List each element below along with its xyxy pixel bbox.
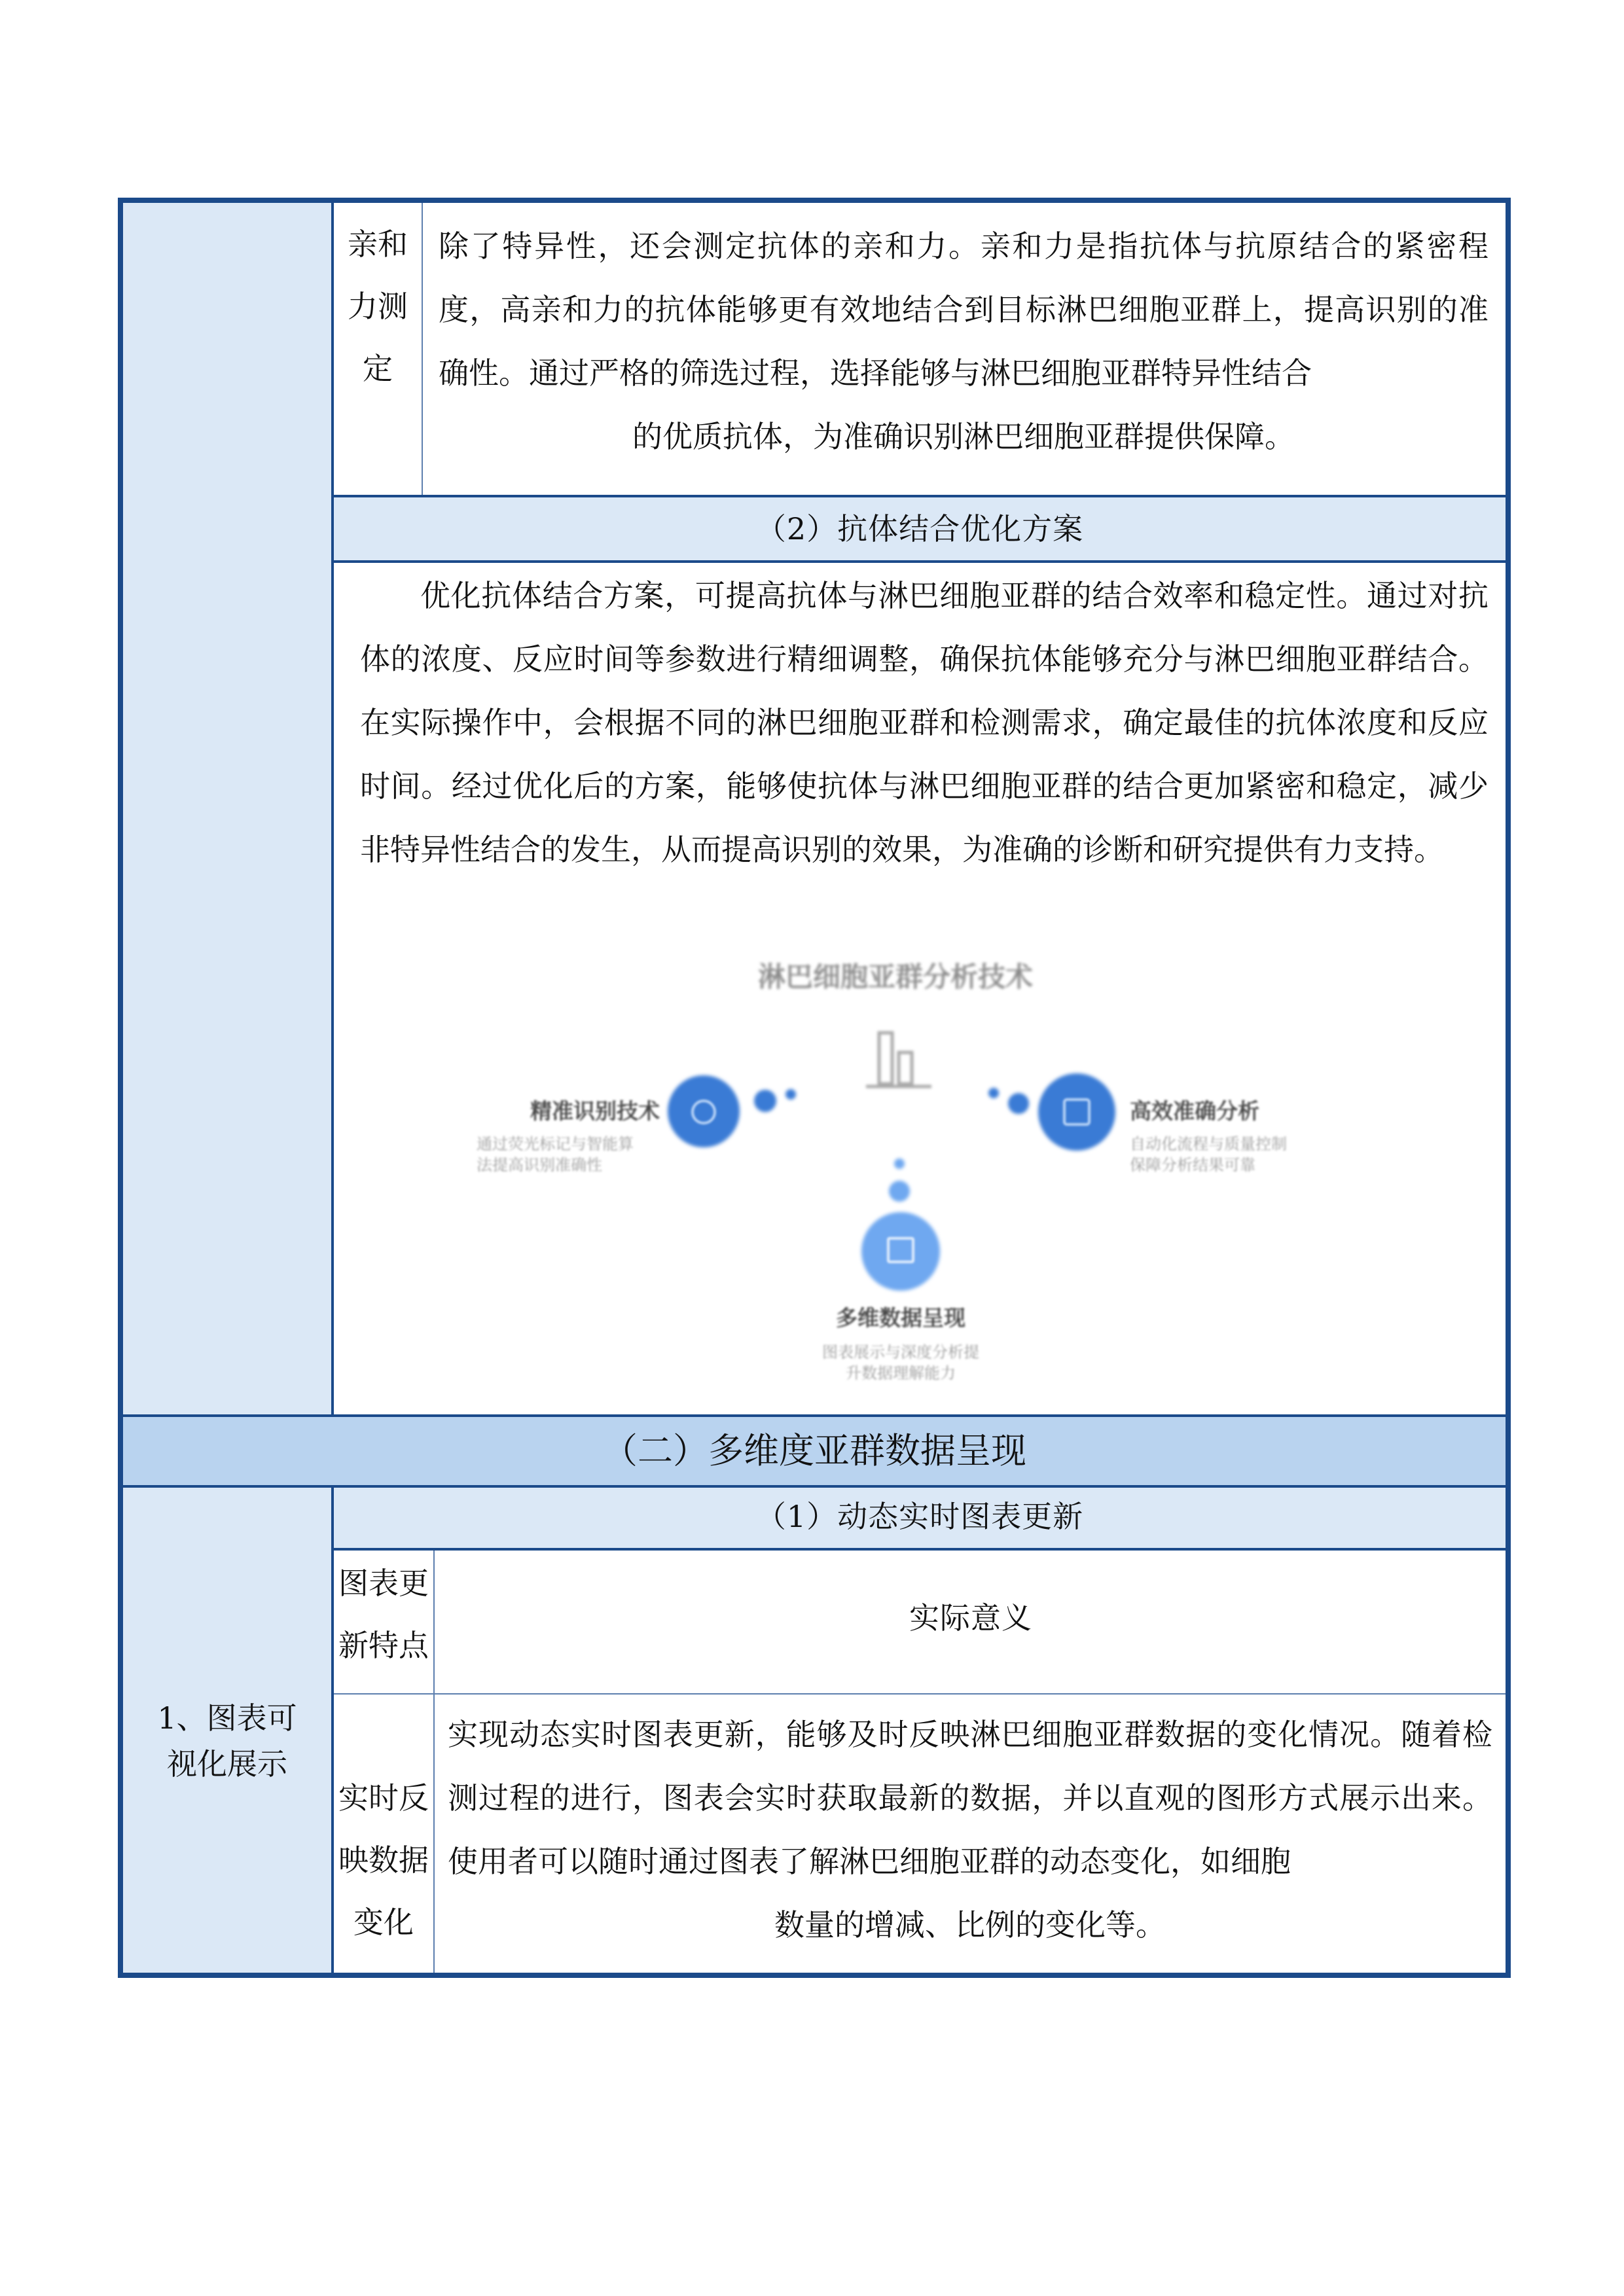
monitor-icon <box>887 1237 914 1263</box>
chart-label-divider <box>433 1551 435 1973</box>
analysis-figure <box>477 956 1471 1414</box>
left-dot-small <box>785 1089 796 1100</box>
chart-side-label: 1、图表可 视化展示 <box>157 1700 297 1782</box>
bottom-dot-small <box>894 1158 905 1169</box>
bottom-dot-large <box>889 1181 910 1202</box>
right-dot-small <box>988 1088 999 1098</box>
chart-header-divider <box>334 1693 1506 1695</box>
chart-header-right: 实际意义 <box>909 1600 1032 1636</box>
chart-header-left: 图表更 新特点 <box>338 1566 429 1663</box>
section-two-title: （二）多维度亚群数据呈现 <box>602 1430 1026 1471</box>
affinity-label-divider <box>422 203 423 495</box>
content-table <box>118 198 1511 1978</box>
bottom-node-desc: 图表展示与深度分析提 升数据理解能力 <box>822 1343 979 1382</box>
chart-row-label: 实时反 映数据 变化 <box>338 1780 429 1940</box>
left-node-desc: 通过荧光标记与智能算 法提高识别准确性 <box>477 1135 634 1174</box>
chart-subtitle: （1）动态实时图表更新 <box>755 1499 1084 1534</box>
right-node-label: 高效准确分析 <box>1130 1098 1259 1124</box>
left-dot-large <box>754 1090 776 1112</box>
bottom-node-label: 多维数据呈现 <box>836 1305 965 1331</box>
binding-paragraph: 优化抗体结合方案，可提高抗体与淋巴细胞亚群的结合效率和稳定性。通过对抗体的浓度、反应时间等参数进行精细调整，确保抗体能够充分与淋巴细胞亚群结合。在实际操作中，会根据不同的淋巴细胞亚群和检测需求，确定最佳的抗体浓度和反应时间。经过优化后的方案，能够使抗体与淋巴细胞亚群的结合更加紧密和稳定，减少非特异性结合的发生，从而提高识别的效果，为准确的诊断和研究提供有力支持。 <box>360 578 1489 867</box>
affinity-label: 亲和 力测 定 <box>348 226 408 386</box>
figure-title: 淋巴细胞亚群分析技术 <box>757 961 1033 993</box>
left-node-label: 精准识别技术 <box>530 1098 660 1124</box>
right-dot-large <box>1008 1093 1029 1114</box>
binding-title-bottom-border <box>331 560 1506 563</box>
affinity-paragraph: 除了特异性，还会测定抗体的亲和力。亲和力是指抗体与抗原结合的紧密程度，高亲和力的抗体能够更有效地结合到目标淋巴细胞亚群上，提高识别的准确性。通过严格的筛选过程，选择能够与淋巴细胞亚群特异性结合 的优质抗体，为准确识别淋巴细胞亚群提供保障。 <box>439 228 1489 454</box>
chart-row-paragraph: 实现动态实时图表更新，能够及时反映淋巴细胞亚群数据的变化情况。随着检测过程的进行，图表会实时获取最新的数据，并以直观的图形方式展示出来。使用者可以随时通过图表了解淋巴细胞亚群的动态变化，如细胞 数量的增减、比例的变化等。 <box>448 1717 1492 1943</box>
right-node-desc: 自动化流程与质量控制 保障分析结果可靠 <box>1130 1135 1287 1174</box>
left-column-top <box>123 203 331 1417</box>
bar-chart-icon <box>863 1021 935 1093</box>
binding-section-title: （2）抗体结合优化方案 <box>755 511 1084 547</box>
calendar-icon <box>1063 1098 1091 1126</box>
gear-icon <box>691 1100 716 1124</box>
chart-subtitle-bottom-border <box>331 1548 1506 1551</box>
